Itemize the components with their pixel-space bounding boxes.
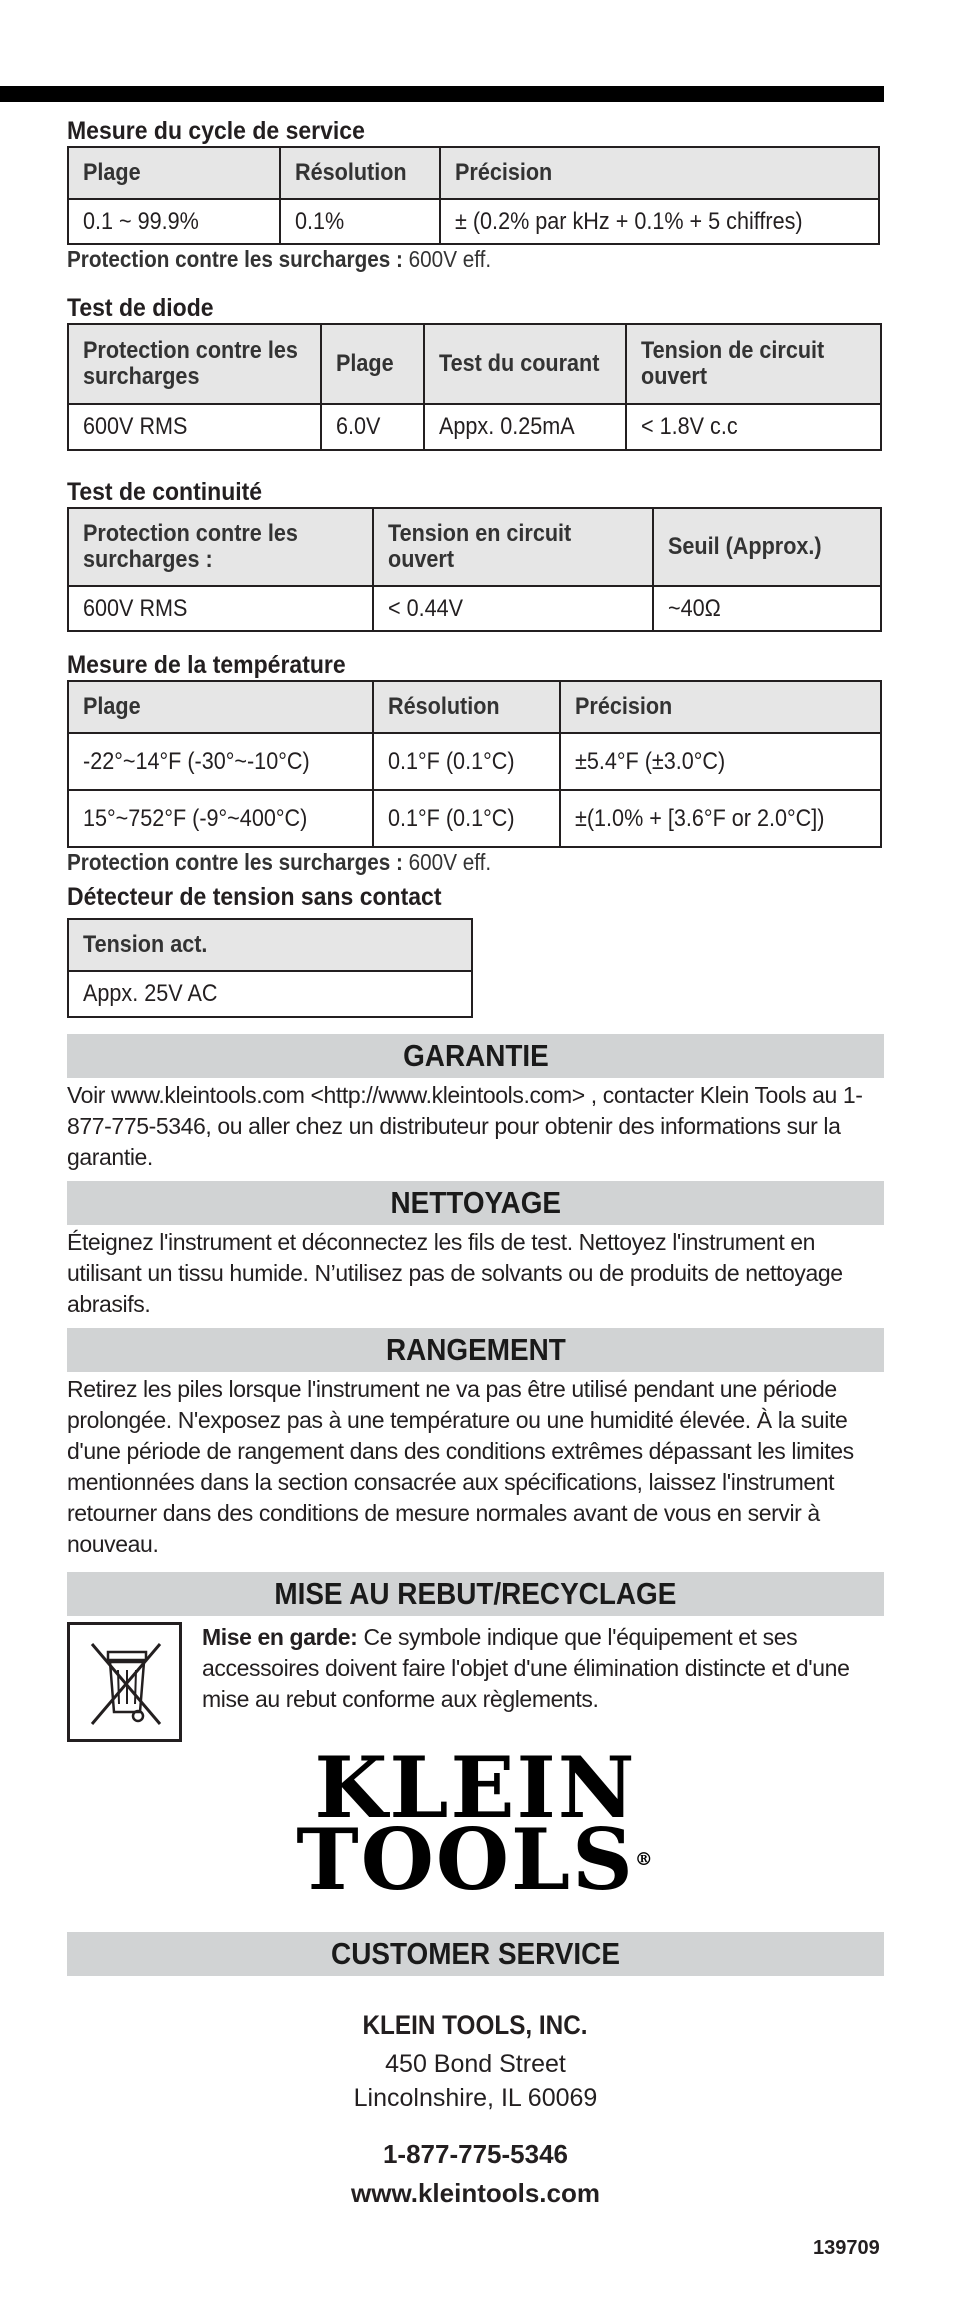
temperature-title: Mesure de la température <box>67 651 346 679</box>
cleaning-banner: NETTOYAGE <box>67 1181 884 1225</box>
temperature-cell: ±(1.0% + [3.6°F or 2.0°C]) <box>560 790 881 847</box>
continuity-header-threshold: Seuil (Approx.) <box>653 508 881 586</box>
diode-cell: 600V RMS <box>68 404 321 450</box>
ncvt-title: Détecteur de tension sans contact <box>67 883 442 911</box>
storage-text: Retirez les piles lorsque l'instrument ne va pas être utilisé pendant une période prolongée. N'exposez pas à une température ou une humidité élevée. À la suite d'une période de rangement dans des conditions extrêmes dépassant les limites mentionnées dans la section consacrée aux spécifications, laissez l'instrument retourner dans des conditions de mesure normales avant de vous en servir à nouveau. <box>67 1376 854 1557</box>
logo-line-2: TOOLS® <box>296 1810 655 1909</box>
diode-cell: Appx. 0.25mA <box>424 404 626 450</box>
cleaning-text: Éteignez l'instrument et déconnectez les fils de test. Nettoyez l'instrument en utilisant un tissu humide. N’utilisez pas de solvants ou de produits de nettoyage abrasifs. <box>67 1229 843 1317</box>
temperature-header-range: Plage <box>68 681 373 733</box>
diode-cell: 6.0V <box>321 404 424 450</box>
continuity-test-table <box>67 507 882 632</box>
temperature-cell: 0.1°F (0.1°C) <box>373 733 560 790</box>
temperature-header-accuracy: Précision <box>560 681 881 733</box>
city-address: Lincolnshire, IL 60069 <box>353 2084 598 2112</box>
warranty-text: Voir www.kleintools.com <http://www.kleintools.com> , contacter Klein Tools au 1-877-775-5346, ou aller chez un distributeur pour obtenir des informations sur la garantie. <box>67 1082 863 1170</box>
continuity-test-title: Test de continuité <box>67 478 263 506</box>
company-name: KLEIN TOOLS, INC. <box>362 2010 588 2040</box>
temperature-table <box>67 680 882 848</box>
temperature-cell: ±5.4°F (±3.0°C) <box>560 733 881 790</box>
disposal-row <box>67 1622 884 1742</box>
customer-service-block <box>67 2010 884 2209</box>
diode-header-open-voltage: Tension de circuit ouvert <box>626 324 881 404</box>
duty-cycle-cell: 0.1 ~ 99.9% <box>68 199 280 244</box>
document-number: 139709 <box>813 2237 880 2259</box>
duty-cycle-table <box>67 146 880 245</box>
continuity-header-overload: Protection contre les surcharges : <box>68 508 373 586</box>
temperature-cell: 15°~752°F (-9°~400°C) <box>68 790 373 847</box>
diode-test-title: Test de diode <box>67 294 214 322</box>
diode-header-overload: Protection contre les surcharges <box>68 324 321 404</box>
website: www.kleintools.com <box>351 2178 600 2208</box>
disposal-caution-text: Mise en garde: Ce symbole indique que l'équipement et ses accessoires doivent faire l'objet d'une élimination distincte et d'une mise au rebut conforme aux règlements. <box>202 1624 850 1712</box>
continuity-cell: 600V RMS <box>68 586 373 631</box>
ncvt-header: Tension act. <box>68 919 472 971</box>
crossed-out-wheelie-bin-icon <box>67 1622 182 1742</box>
top-rule <box>0 86 884 102</box>
temperature-overload-note: Protection contre les surcharges : 600V eff. <box>67 849 492 875</box>
diode-header-range: Plage <box>321 324 424 404</box>
disposal-banner: MISE AU REBUT/RECYCLAGE <box>67 1572 884 1616</box>
storage-banner: RANGEMENT <box>67 1328 884 1372</box>
registered-mark: ® <box>634 1849 655 1870</box>
duty-cycle-header-resolution: Résolution <box>280 147 440 199</box>
duty-cycle-cell: ± (0.2% par kHz + 0.1% + 5 chiffres) <box>440 199 879 244</box>
continuity-cell: ~40Ω <box>653 586 881 631</box>
duty-cycle-overload-note: Protection contre les surcharges : 600V eff. <box>67 246 492 272</box>
manual-page-content <box>67 116 884 2209</box>
warranty-banner: GARANTIE <box>67 1034 884 1078</box>
diode-cell: < 1.8V c.c <box>626 404 881 450</box>
ncvt-value: Appx. 25V AC <box>68 971 472 1017</box>
customer-service-banner: CUSTOMER SERVICE <box>67 1932 884 1976</box>
phone-number: 1-877-775-5346 <box>382 2139 569 2169</box>
street-address: 450 Bond Street <box>385 2050 566 2078</box>
klein-tools-logo <box>67 1738 884 1909</box>
duty-cycle-cell: 0.1% <box>280 199 440 244</box>
diode-test-table <box>67 323 882 451</box>
duty-cycle-title: Mesure du cycle de service <box>67 117 365 145</box>
logo-line-1: KLEIN <box>314 1738 637 1837</box>
ncvt-table <box>67 918 473 1018</box>
continuity-cell: < 0.44V <box>373 586 653 631</box>
temperature-header-resolution: Résolution <box>373 681 560 733</box>
diode-header-test-current: Test du courant <box>424 324 626 404</box>
duty-cycle-header-range: Plage <box>68 147 280 199</box>
temperature-cell: 0.1°F (0.1°C) <box>373 790 560 847</box>
duty-cycle-header-accuracy: Précision <box>440 147 879 199</box>
temperature-cell: -22°~14°F (-30°~-10°C) <box>68 733 373 790</box>
continuity-header-open-voltage: Tension en circuit ouvert <box>373 508 653 586</box>
